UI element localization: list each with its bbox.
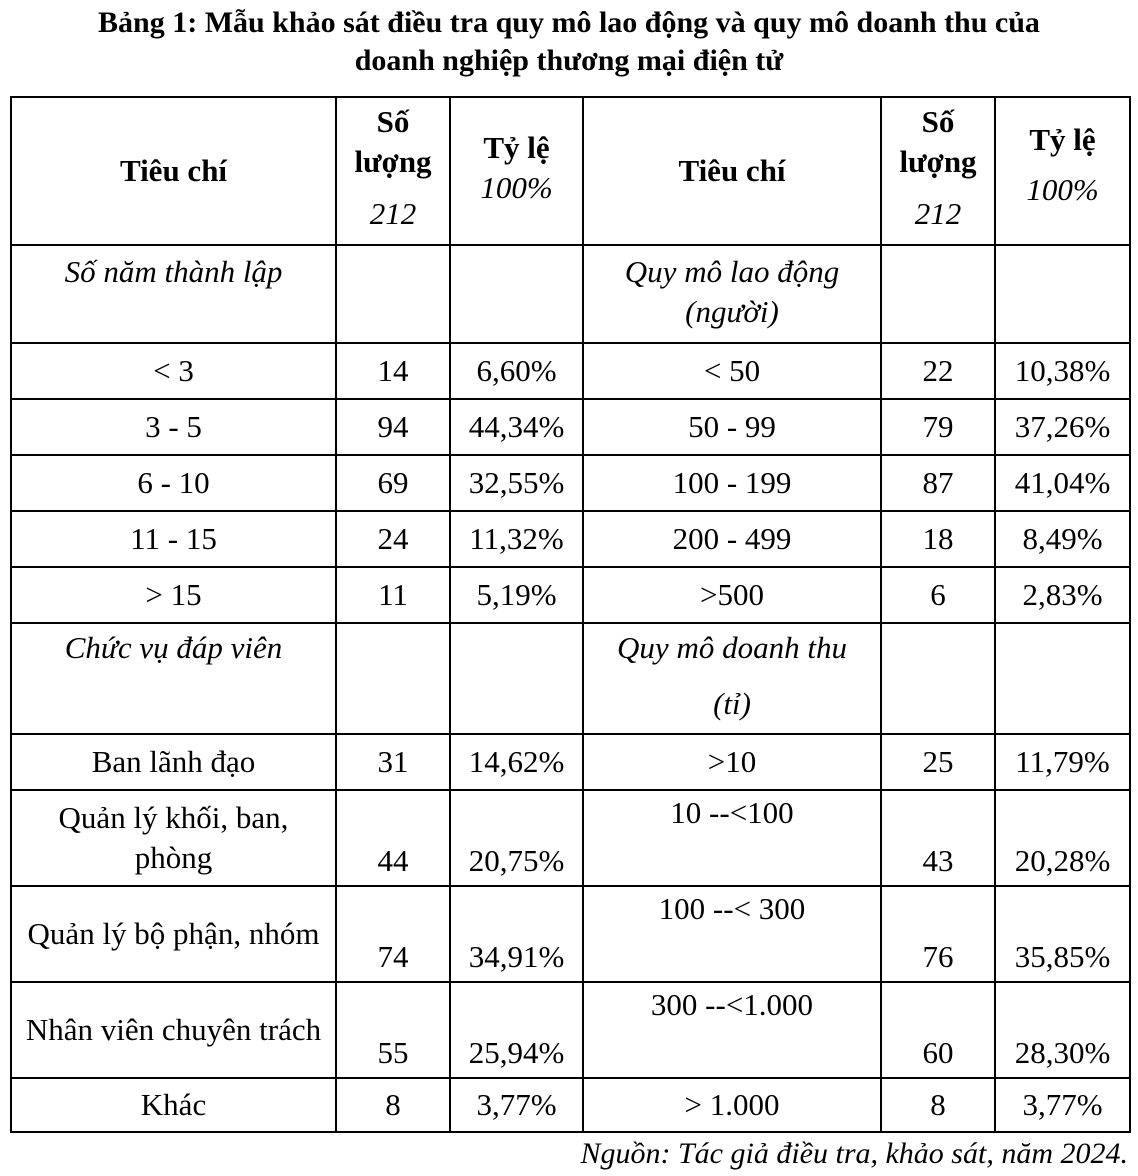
row-count: 31 <box>336 734 450 790</box>
row-count: 79 <box>881 399 995 455</box>
row-label: < 50 <box>583 343 881 399</box>
row-label: 6 - 10 <box>11 455 336 511</box>
header-right-criteria: Tiêu chí <box>583 97 881 245</box>
empty-cell <box>881 623 995 734</box>
section-row-founding-years <box>11 245 1130 343</box>
empty-cell <box>336 623 450 734</box>
row-count: 74 <box>336 886 450 982</box>
row-label: 3 - 5 <box>11 399 336 455</box>
empty-cell <box>995 245 1130 343</box>
empty-cell <box>336 245 450 343</box>
table-title <box>0 4 1138 80</box>
source-note: Nguồn: Tác giả điều tra, khảo sát, năm 2024. <box>580 1137 1128 1170</box>
table-row <box>11 455 1130 511</box>
row-label: Quản lý khối, ban, phòng <box>11 790 336 886</box>
header-right-ratio <box>995 97 1130 245</box>
row-label: > 1.000 <box>583 1078 881 1132</box>
row-label: < 3 <box>11 343 336 399</box>
row-label: >10 <box>583 734 881 790</box>
row-count: 18 <box>881 511 995 567</box>
table-row <box>11 982 1130 1078</box>
table-row <box>11 567 1130 623</box>
section-row-respondent-position <box>11 623 1130 734</box>
row-count: 94 <box>336 399 450 455</box>
header-left-count-total: 212 <box>369 196 417 231</box>
row-label: Quản lý bộ phận, nhóm <box>11 886 336 982</box>
header-right-ratio-label: Tỷ lệ <box>1029 122 1096 157</box>
header-left-ratio-total: 100% <box>480 170 553 205</box>
row-count: 8 <box>881 1078 995 1132</box>
row-count: 76 <box>881 886 995 982</box>
header-left-ratio <box>450 97 583 245</box>
row-ratio: 44,34% <box>450 399 583 455</box>
row-count: 25 <box>881 734 995 790</box>
row-ratio: 20,28% <box>995 790 1130 886</box>
row-count: 60 <box>881 982 995 1078</box>
row-count: 11 <box>336 567 450 623</box>
table-row <box>11 399 1130 455</box>
row-label: > 15 <box>11 567 336 623</box>
row-count: 6 <box>881 567 995 623</box>
section-title-founding-years: Số năm thành lập <box>11 245 336 343</box>
row-ratio: 25,94% <box>450 982 583 1078</box>
row-ratio: 41,04% <box>995 455 1130 511</box>
revenue-scale-line2: (tỉ) <box>713 686 751 721</box>
row-label: 10 --<100 <box>583 790 881 886</box>
row-ratio: 20,75% <box>450 790 583 886</box>
row-count: 22 <box>881 343 995 399</box>
row-ratio: 32,55% <box>450 455 583 511</box>
row-label: Nhân viên chuyên trách <box>11 982 336 1078</box>
row-label: 100 - 199 <box>583 455 881 511</box>
row-count: 87 <box>881 455 995 511</box>
empty-cell <box>450 245 583 343</box>
header-left-ratio-label: Tỷ lệ <box>483 130 550 165</box>
row-ratio: 35,85% <box>995 886 1130 982</box>
row-ratio: 10,38% <box>995 343 1130 399</box>
row-count: 14 <box>336 343 450 399</box>
row-count: 69 <box>336 455 450 511</box>
header-left-count <box>336 97 450 245</box>
revenue-scale-line1: Quy mô doanh thu <box>617 630 847 665</box>
row-ratio: 14,62% <box>450 734 583 790</box>
row-label: Khác <box>11 1078 336 1132</box>
table-header-row <box>11 97 1130 245</box>
table-title-line1: Bảng 1: Mẫu khảo sát điều tra quy mô lao động và quy mô doanh thu của <box>98 6 1040 39</box>
row-ratio: 6,60% <box>450 343 583 399</box>
row-label: Ban lãnh đạo <box>11 734 336 790</box>
row-ratio: 3,77% <box>450 1078 583 1132</box>
row-ratio: 5,19% <box>450 567 583 623</box>
row-ratio: 11,32% <box>450 511 583 567</box>
row-count: 43 <box>881 790 995 886</box>
header-left-count-label: Số lượng <box>354 104 432 179</box>
empty-cell <box>450 623 583 734</box>
header-right-count <box>881 97 995 245</box>
empty-cell <box>881 245 995 343</box>
section-title-revenue-scale <box>583 623 881 734</box>
table-row <box>11 343 1130 399</box>
table-row <box>11 1078 1130 1132</box>
row-ratio: 11,79% <box>995 734 1130 790</box>
table-row <box>11 790 1130 886</box>
row-label: 11 - 15 <box>11 511 336 567</box>
header-right-count-label: Số lượng <box>899 104 977 179</box>
row-ratio: 3,77% <box>995 1078 1130 1132</box>
section-title-labor-scale: Quy mô lao động (người) <box>583 245 881 343</box>
row-label: >500 <box>583 567 881 623</box>
row-ratio: 37,26% <box>995 399 1130 455</box>
row-ratio: 28,30% <box>995 982 1130 1078</box>
empty-cell <box>995 623 1130 734</box>
table-title-line2: doanh nghiệp thương mại điện tử <box>354 44 784 77</box>
row-count: 8 <box>336 1078 450 1132</box>
row-ratio: 34,91% <box>450 886 583 982</box>
row-count: 24 <box>336 511 450 567</box>
table-row <box>11 734 1130 790</box>
header-left-criteria: Tiêu chí <box>11 97 336 245</box>
survey-table <box>10 96 1131 1133</box>
row-label: 50 - 99 <box>583 399 881 455</box>
table-row <box>11 511 1130 567</box>
row-ratio: 2,83% <box>995 567 1130 623</box>
row-label: 300 --<1.000 <box>583 982 881 1078</box>
row-label: 100 --< 300 <box>583 886 881 982</box>
header-right-ratio-total: 100% <box>1026 172 1099 207</box>
row-count: 44 <box>336 790 450 886</box>
row-ratio: 8,49% <box>995 511 1130 567</box>
row-label: 200 - 499 <box>583 511 881 567</box>
section-title-respondent-position: Chức vụ đáp viên <box>11 623 336 734</box>
table-row <box>11 886 1130 982</box>
header-right-count-total: 212 <box>914 196 962 231</box>
row-count: 55 <box>336 982 450 1078</box>
